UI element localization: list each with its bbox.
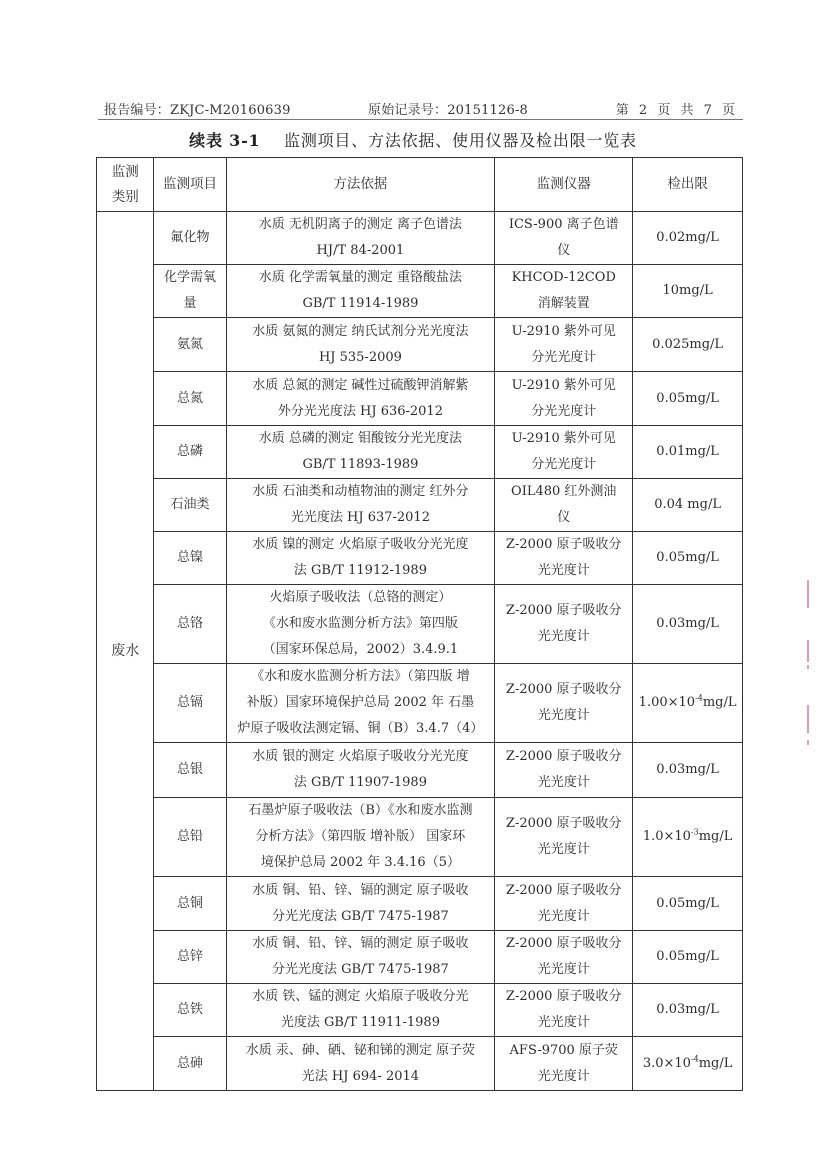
seal-mark bbox=[807, 640, 809, 662]
method-cell: 水质 石油类和动植物油的测定 红外分 光光度法 HJ 637-2012 bbox=[226, 479, 495, 532]
instrument-cell: Z-2000 原子吸收分 光光度计 bbox=[495, 877, 633, 931]
item-cell: 总氮 bbox=[154, 372, 226, 426]
method-cell: 《水和废水监测分析方法》（第四版 增 补版）国家环境保护总局 2002 年 石墨 炉原子吸收法测定镉、铜（B）3.4.7（4） bbox=[226, 664, 495, 743]
limit-cell: $1.0\times 10^{-3}mg/L$ bbox=[633, 798, 743, 877]
header-method: 方法依据 bbox=[226, 158, 495, 212]
limit-cell: $3.0\times 10^{-4}mg/L$ bbox=[633, 1037, 743, 1091]
method-cell: 水质 银的测定 火焰原子吸收分光光度 法 GB/T 11907-1989 bbox=[226, 743, 495, 798]
table-row bbox=[97, 318, 743, 372]
method-cell: 水质 铁、锰的测定 火焰原子吸收分光 光度法 GB/T 11911-1989 bbox=[226, 984, 495, 1037]
method-cell: 水质 铜、铅、锌、镉的测定 原子吸收 分光光度法 GB/T 7475-1987 bbox=[226, 877, 495, 931]
item-cell: 化学需氧 量 bbox=[154, 265, 226, 318]
header-limit: 检出限 bbox=[633, 158, 743, 212]
seal-mark bbox=[807, 705, 809, 733]
header-item: 监测项目 bbox=[154, 158, 226, 212]
method-cell: 水质 氨氮的测定 纳氏试剂分光光度法 HJ 535-2009 bbox=[226, 318, 495, 372]
instrument-cell: KHCOD-12COD 消解装置 bbox=[495, 265, 633, 318]
limit-cell: 0.05mg/L bbox=[633, 372, 743, 426]
instrument-cell: U-2910 紫外可见 分光光度计 bbox=[495, 372, 633, 426]
table-number: 续表 3-1 bbox=[189, 131, 261, 150]
limit-cell: 10mg/L bbox=[633, 265, 743, 318]
method-cell: 石墨炉原子吸收法（B）《水和废水监测 分析方法》（第四版 增补版） 国家环 境保护总局 2002 年 3.4.16（5） bbox=[226, 798, 495, 877]
instrument-cell: AFS-9700 原子荧 光光度计 bbox=[495, 1037, 633, 1091]
table-title bbox=[0, 128, 826, 151]
limit-cell: 0.03mg/L bbox=[633, 585, 743, 664]
instrument-cell: Z-2000 原子吸收分 光光度计 bbox=[495, 585, 633, 664]
instrument-cell: U-2910 紫外可见 分光光度计 bbox=[495, 426, 633, 479]
instrument-cell: Z-2000 原子吸收分 光光度计 bbox=[495, 984, 633, 1037]
item-cell: 总砷 bbox=[154, 1037, 226, 1091]
item-cell: 总铁 bbox=[154, 984, 226, 1037]
instrument-cell: ICS-900 离子色谱 仪 bbox=[495, 212, 633, 265]
instrument-cell: U-2910 紫外可见 分光光度计 bbox=[495, 318, 633, 372]
table-row bbox=[97, 212, 743, 265]
item-cell: 总铬 bbox=[154, 585, 226, 664]
instrument-cell: OIL480 红外测油 仪 bbox=[495, 479, 633, 532]
header-category: 监测 类别 bbox=[97, 158, 154, 212]
page-header bbox=[104, 99, 738, 119]
item-cell: 总锌 bbox=[154, 931, 226, 984]
table-row bbox=[97, 984, 743, 1037]
table-row bbox=[97, 426, 743, 479]
table-row bbox=[97, 931, 743, 984]
item-cell: 氨氮 bbox=[154, 318, 226, 372]
item-cell: 氟化物 bbox=[154, 212, 226, 265]
table-header-row bbox=[97, 158, 743, 212]
item-cell: 总磷 bbox=[154, 426, 226, 479]
limit-cell: 0.03mg/L bbox=[633, 984, 743, 1037]
table-row bbox=[97, 743, 743, 798]
item-cell: 总铅 bbox=[154, 798, 226, 877]
limit-cell: 0.025mg/L bbox=[633, 318, 743, 372]
page-indicator: 第 2 页 共 7 页 bbox=[615, 103, 738, 118]
method-cell: 火焰原子吸收法（总铬的测定） 《水和废水监测分析方法》第四版 （国家环保总局，2002）3.4.9.1 bbox=[226, 585, 495, 664]
table-title-text: 监测项目、方法依据、使用仪器及检出限一览表 bbox=[284, 131, 637, 150]
item-cell: 总镍 bbox=[154, 532, 226, 585]
limit-cell: 0.05mg/L bbox=[633, 877, 743, 931]
limit-cell: 0.05mg/L bbox=[633, 931, 743, 984]
report-number: 报告编号：ZKJC-M20160639 bbox=[104, 103, 291, 118]
table-row bbox=[97, 1037, 743, 1091]
monitoring-methods-table bbox=[96, 157, 743, 1091]
item-cell: 石油类 bbox=[154, 479, 226, 532]
method-cell: 水质 化学需氧量的测定 重铬酸盐法 GB/T 11914-1989 bbox=[226, 265, 495, 318]
item-cell: 总铜 bbox=[154, 877, 226, 931]
limit-cell: 0.03mg/L bbox=[633, 743, 743, 798]
limit-cell: 0.05mg/L bbox=[633, 532, 743, 585]
item-cell: 总银 bbox=[154, 743, 226, 798]
seal-mark bbox=[807, 740, 809, 745]
method-cell: 水质 铜、铅、锌、镉的测定 原子吸收 分光光度法 GB/T 7475-1987 bbox=[226, 931, 495, 984]
limit-cell: 0.02mg/L bbox=[633, 212, 743, 265]
table-row bbox=[97, 664, 743, 743]
method-cell: 水质 无机阴离子的测定 离子色谱法 HJ/T 84-2001 bbox=[226, 212, 495, 265]
header-instrument: 监测仪器 bbox=[495, 158, 633, 212]
header-divider bbox=[98, 119, 743, 120]
table-row bbox=[97, 585, 743, 664]
limit-cell: 0.01mg/L bbox=[633, 426, 743, 479]
seal-mark bbox=[807, 665, 809, 669]
table-row bbox=[97, 532, 743, 585]
item-cell: 总镉 bbox=[154, 664, 226, 743]
instrument-cell: Z-2000 原子吸收分 光光度计 bbox=[495, 931, 633, 984]
instrument-cell: Z-2000 原子吸收分 光光度计 bbox=[495, 664, 633, 743]
limit-cell: 0.04 mg/L bbox=[633, 479, 743, 532]
table-row bbox=[97, 479, 743, 532]
category-cell: 废水 bbox=[97, 212, 154, 1091]
method-cell: 水质 镍的测定 火焰原子吸收分光光度 法 GB/T 11912-1989 bbox=[226, 532, 495, 585]
instrument-cell: Z-2000 原子吸收分 光光度计 bbox=[495, 532, 633, 585]
instrument-cell: Z-2000 原子吸收分 光光度计 bbox=[495, 798, 633, 877]
method-cell: 水质 总氮的测定 碱性过硫酸钾消解紫 外分光光度法 HJ 636-2012 bbox=[226, 372, 495, 426]
method-cell: 水质 总磷的测定 钼酸铵分光光度法 GB/T 11893-1989 bbox=[226, 426, 495, 479]
record-number: 原始记录号：20151126-8 bbox=[368, 103, 529, 118]
seal-mark bbox=[807, 580, 809, 608]
method-cell: 水质 汞、砷、硒、铋和锑的测定 原子荧 光法 HJ 694- 2014 bbox=[226, 1037, 495, 1091]
instrument-cell: Z-2000 原子吸收分 光光度计 bbox=[495, 743, 633, 798]
table-row bbox=[97, 265, 743, 318]
table-row bbox=[97, 372, 743, 426]
table-row bbox=[97, 798, 743, 877]
limit-cell: $1.00\times 10^{-4}mg/L$ bbox=[633, 664, 743, 743]
table-row bbox=[97, 877, 743, 931]
